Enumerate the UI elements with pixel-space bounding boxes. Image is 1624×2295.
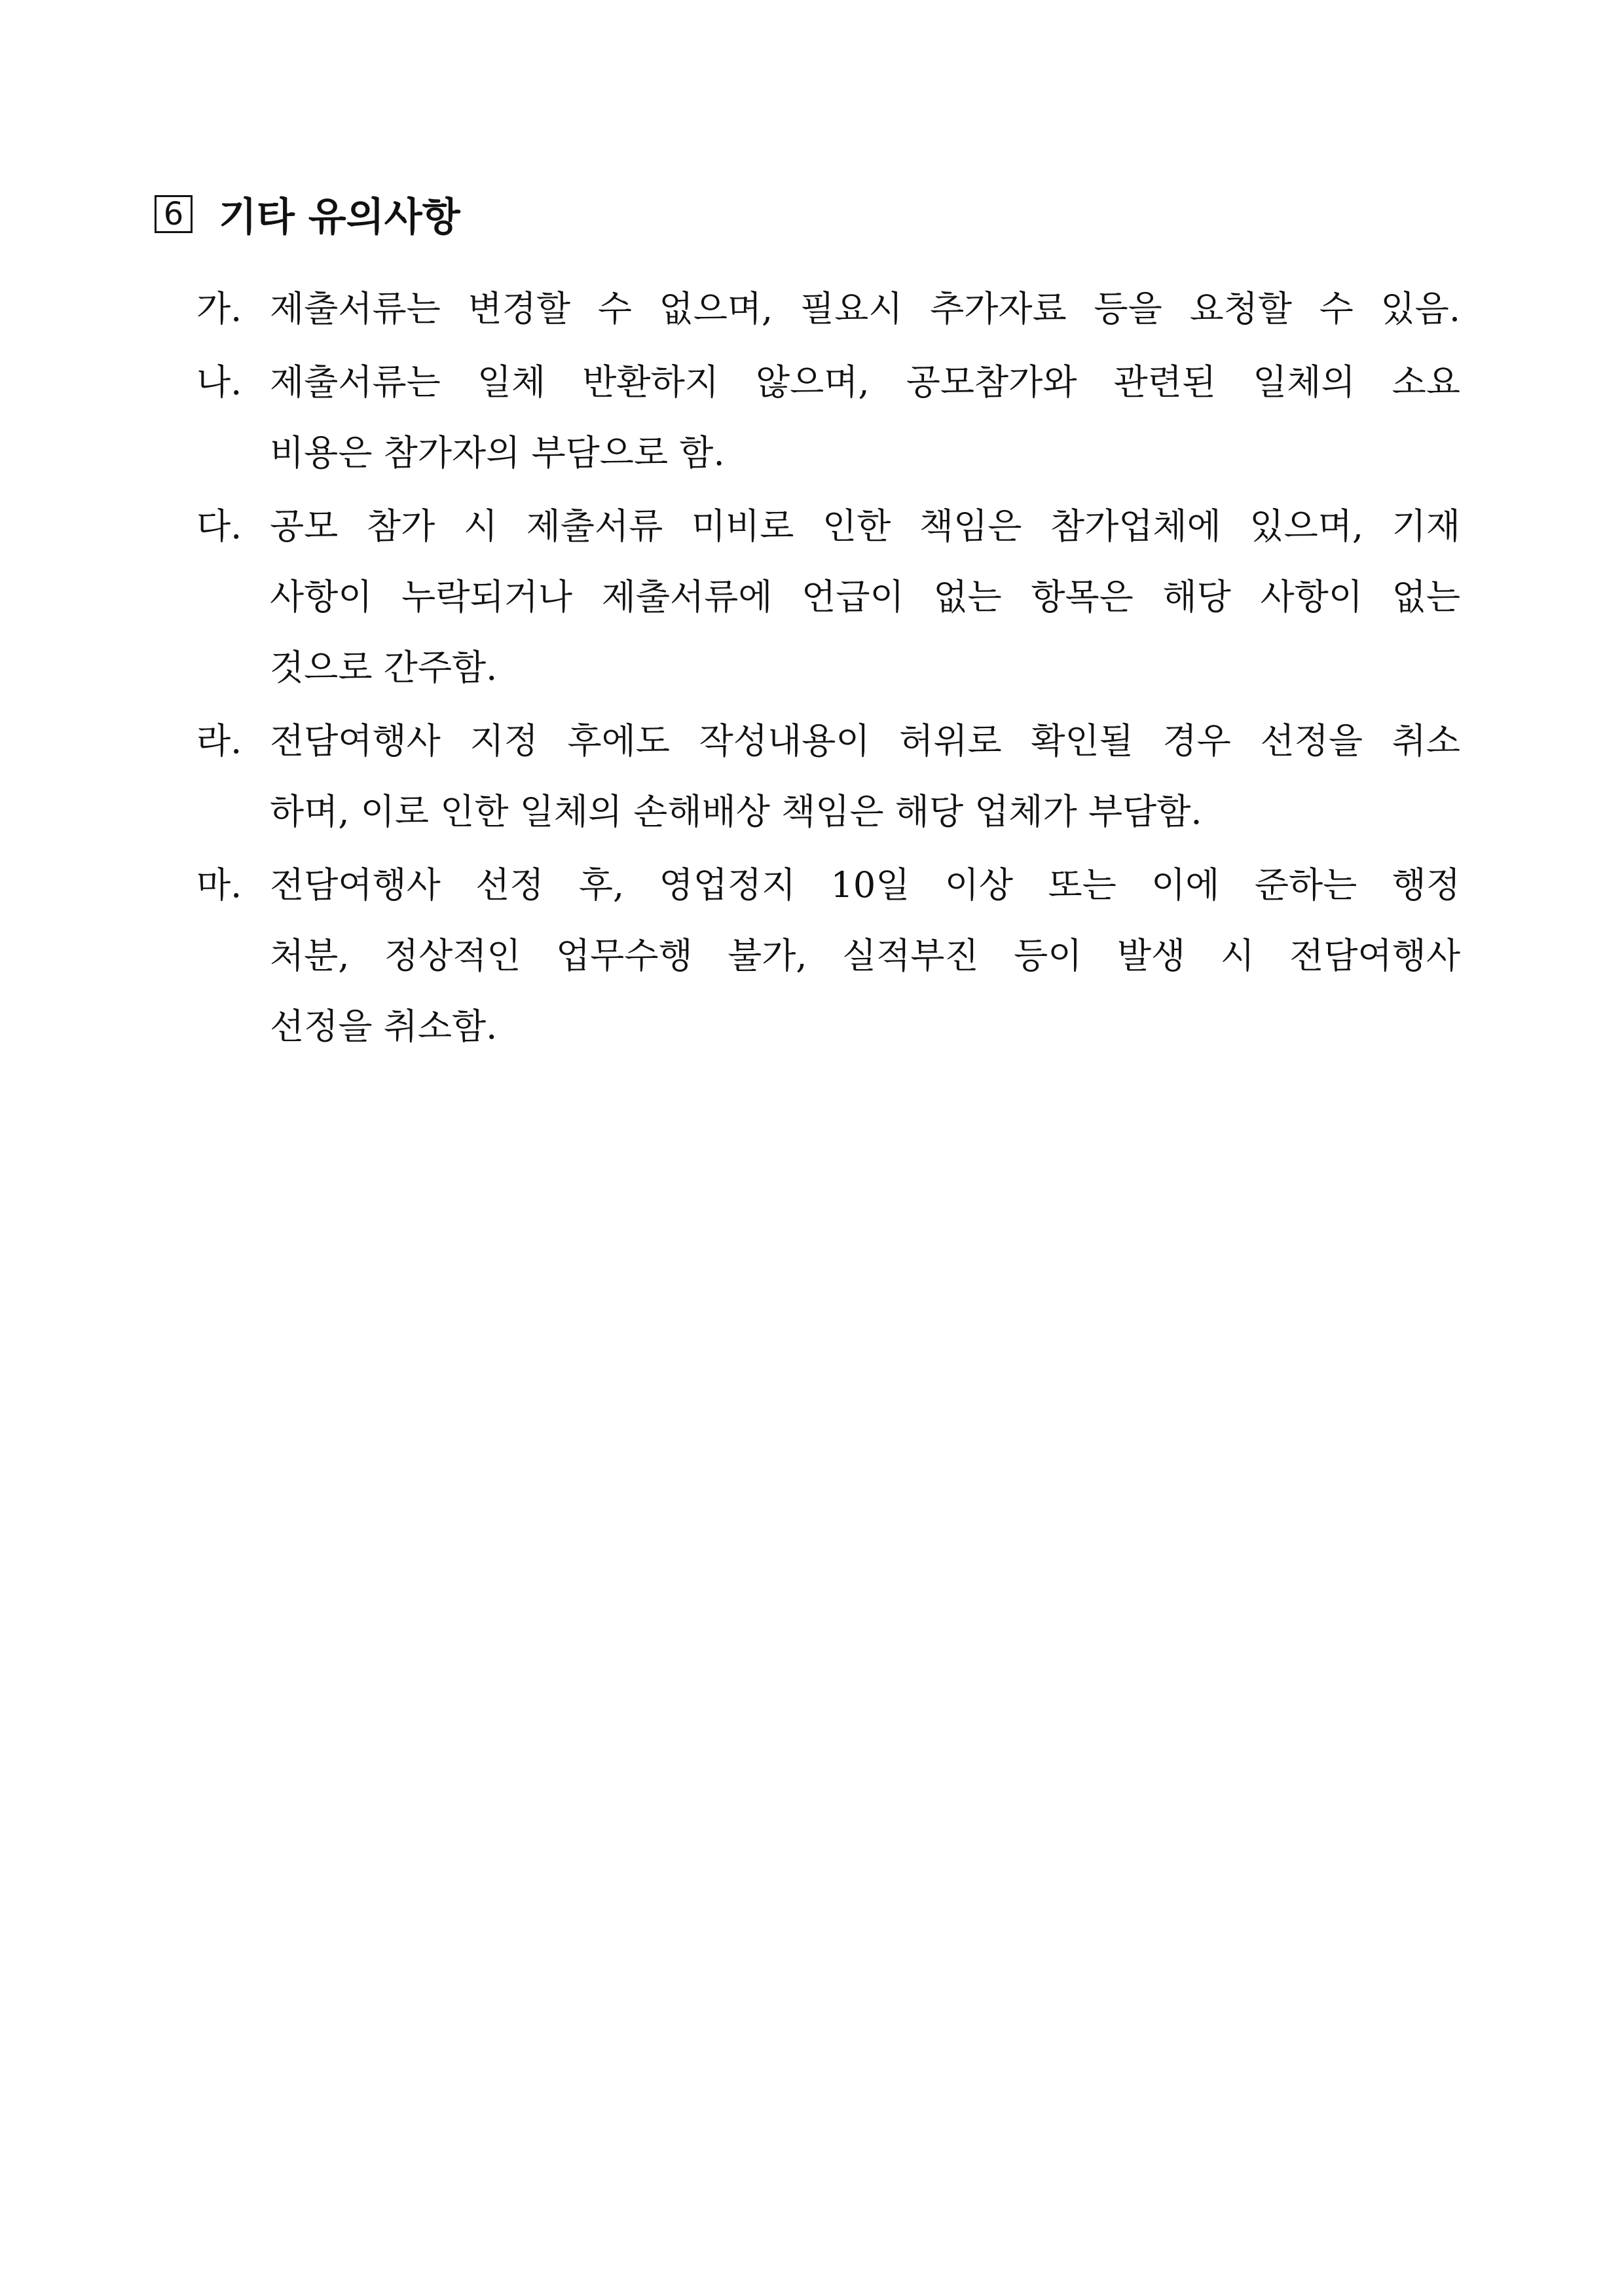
list-item-da [196,491,1460,703]
item-line: 것으로 간주함. [270,647,498,688]
section-number-box: 6 [155,195,193,233]
list-item-ga [196,274,1460,344]
item-line: 하며, 이로 인한 일체의 손해배상 책임은 해당 업체가 부담함. [270,791,1202,832]
item-marker: 가. [196,288,242,329]
item-marker: 마. [196,864,242,906]
item-text [270,850,1460,1062]
item-text [270,347,1460,488]
item-line: 제출서류는 일체 반환하지 않으며, 공모참가와 관련된 일체의 소요 [270,361,1460,403]
item-text [270,491,1460,703]
item-line: 제출서류는 변경할 수 없으며, 필요시 추가자료 등을 요청할 수 있음. [270,288,1460,329]
item-line: 전담여행사 선정 후, 영업정지 10일 이상 또는 이에 준하는 행정 [270,864,1460,906]
section-title: 기타 유의사항 [219,194,460,240]
item-text [270,274,1460,344]
item-line: 사항이 누락되거나 제출서류에 언급이 없는 항목은 해당 사항이 없는 [270,576,1460,617]
list-item-na [196,347,1460,488]
item-marker: 다. [196,505,242,547]
item-line: 공모 참가 시 제출서류 미비로 인한 책임은 참가업체에 있으며, 기재 [270,505,1460,547]
item-marker: 나. [196,361,242,403]
item-line: 처분, 정상적인 업무수행 불가, 실적부진 등이 발생 시 전담여행사 [270,935,1460,976]
section-heading [155,185,460,244]
list-item-ma [196,850,1460,1062]
item-line: 선정을 취소함. [270,1006,498,1047]
item-marker: 라. [196,720,242,762]
item-line: 전담여행사 지정 후에도 작성내용이 허위로 확인될 경우 선정을 취소 [270,720,1460,762]
notice-list [196,274,1460,1065]
item-text [270,706,1460,847]
item-line: 비용은 참가자의 부담으로 함. [270,432,725,473]
list-item-ra [196,706,1460,847]
